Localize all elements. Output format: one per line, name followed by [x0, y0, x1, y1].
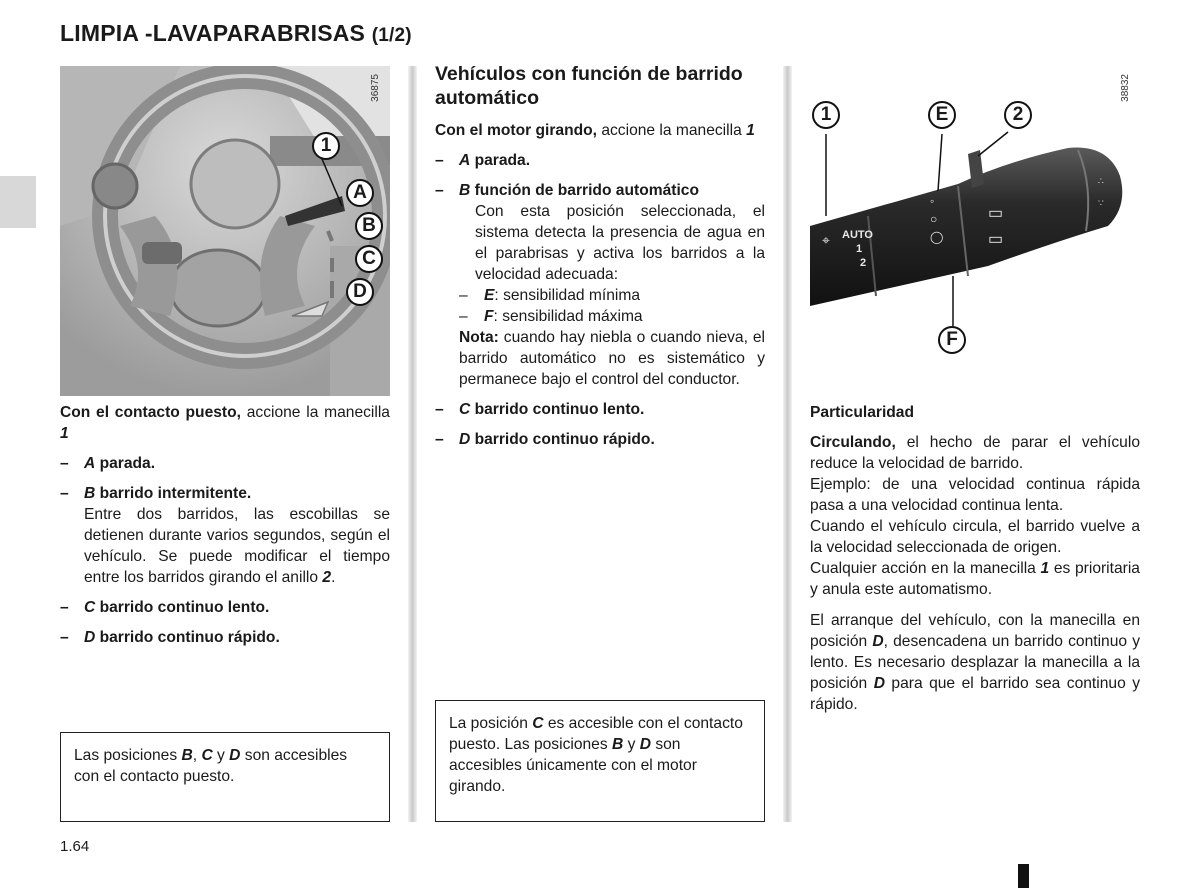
col3-p4-pre: Cualquier acción en la manecilla [810, 560, 1041, 577]
position-letter: A [459, 152, 471, 169]
sensitivity-letter-e: E [484, 287, 495, 304]
dash: – [459, 308, 468, 325]
note-text-end: son accesibles con el contacto puesto. [74, 747, 348, 785]
drop-icon-large: ◯ [930, 230, 944, 244]
ring-dots-icon-2: ∵ [1098, 198, 1104, 208]
col3-p5 [810, 610, 1140, 715]
col2-heading: Vehículos con función de barrido automático [435, 63, 743, 109]
stalk-label-2: 2 [860, 257, 867, 269]
col1-intro-rest: accione la manecilla [240, 404, 390, 421]
rear-wiper-icon: ▭ [988, 205, 1004, 222]
col1-intro-bold: Con el contacto puesto, [60, 404, 241, 421]
callout-d: D [346, 278, 374, 306]
note-text: La posición [449, 715, 533, 732]
drop-icon-small: ◦ [930, 194, 935, 208]
col1-note-box [60, 732, 390, 822]
note-letter-d: D [229, 747, 241, 764]
column-2-text [435, 62, 765, 450]
col3-p4 [810, 558, 1140, 600]
dash: – [435, 431, 444, 448]
col3-p1 [810, 432, 1140, 474]
col3-p3: Cuando el vehículo circula, el barrido vuelve a la velocidad seleccionada de origen. [810, 518, 1140, 556]
col2-item-a [435, 150, 765, 171]
note-letter-c: C [532, 715, 544, 732]
sensitivity-text: : sensibilidad máxima [493, 308, 643, 325]
figure-ref-left: 36875 [370, 74, 381, 102]
callout-right-e: E [928, 101, 956, 129]
position-label: barrido continuo rápido. [95, 629, 280, 646]
col2-intro-rest: accione la manecilla [597, 122, 747, 139]
callout-right-1: 1 [812, 101, 840, 129]
desc-text: Entre dos barridos, las escobillas se detienen durante varios segundos, según el vehículo. Se puede modificar el tiempo entre los barridos girando el anillo [84, 506, 390, 586]
note-letter-d: D [639, 736, 651, 753]
section-marker [1018, 864, 1029, 888]
position-label: barrido intermitente. [95, 485, 252, 502]
wiper-icon: ⌖ [822, 232, 830, 248]
callout-1: 1 [312, 132, 340, 160]
dash: – [435, 401, 444, 418]
callout-a: A [346, 179, 374, 207]
col3-p4-lever: 1 [1040, 560, 1050, 577]
dash: – [60, 455, 69, 472]
col3-p5-post: para que el barrido sea continuo y rápido. [810, 675, 1140, 713]
callout-b: B [355, 212, 383, 240]
col1-item-c [60, 597, 390, 618]
sensitivity-letter-f: F [484, 308, 494, 325]
col3-p5-d1: D [872, 633, 884, 650]
drop-icon-medium: ○ [930, 212, 938, 226]
stalk-markings [842, 228, 873, 270]
column-3-text [810, 402, 1140, 715]
callout-right-f: F [938, 326, 966, 354]
position-label: barrido continuo rápido. [470, 431, 655, 448]
position-label: función de barrido automático [470, 182, 699, 199]
col2-item-b [435, 180, 765, 285]
note-sep: , [192, 747, 202, 764]
note-text-end: son accesibles únicamente con el motor girando. [449, 736, 697, 795]
ring-dots-icon: ∴ [1098, 176, 1104, 186]
col3-p1-bold: Circulando, [810, 434, 896, 451]
callout-right-2: 2 [1004, 101, 1032, 129]
ring-number: 2 [322, 569, 332, 586]
rear-washer-icon: ▭ [988, 231, 1004, 248]
stalk-label-1: 1 [856, 243, 863, 255]
dash: – [60, 599, 69, 616]
dash: – [435, 182, 444, 199]
col1-item-b-desc [84, 504, 390, 588]
note-text: Las posiciones [74, 747, 182, 764]
col2-intro-lever: 1 [746, 122, 755, 139]
column-divider-1 [408, 66, 417, 822]
col1-item-a [60, 453, 390, 474]
nota-label: Nota: [459, 329, 499, 346]
position-label: barrido continuo lento. [470, 401, 645, 418]
desc-end: . [331, 569, 336, 586]
col2-nota [459, 327, 765, 390]
figure-ref-right: 38832 [1120, 74, 1131, 102]
position-label: parada. [95, 455, 156, 472]
col1-item-d [60, 627, 390, 648]
position-letter: D [459, 431, 471, 448]
position-letter: C [459, 401, 471, 418]
col2-item-b-desc: Con esta posición seleccionada, el sistema detecta la presencia de agua en el parabrisas y activa los barridos a la velocidad adecuada: [475, 203, 765, 283]
col2-intro [435, 120, 765, 141]
stalk-auto-label: AUTO [842, 229, 873, 241]
col2-intro-bold: Con el motor girando, [435, 122, 597, 139]
note-sep: y [623, 736, 640, 753]
position-letter: A [84, 455, 96, 472]
washer-icons [988, 201, 1003, 253]
col2-sub-list [459, 285, 765, 390]
title-main: LIMPIA -LAVAPARABRISAS [60, 20, 366, 46]
rain-drop-icons [930, 192, 943, 246]
col1-intro-lever: 1 [60, 425, 69, 442]
position-letter: B [459, 182, 471, 199]
column-divider-2 [783, 66, 792, 822]
title-part: (1/2) [371, 25, 412, 46]
col1-item-b [60, 483, 390, 588]
steering-wheel-figure [60, 66, 390, 396]
col3-p1-rest: el hecho de parar el vehículo reduce la velocidad de barrido. [810, 434, 1140, 472]
col3-p2: Ejemplo: de una velocidad continua rápida pasa a una velocidad continua lenta. [810, 476, 1140, 514]
col2-note-box [435, 700, 765, 822]
wiper-stalk-figure [808, 66, 1140, 366]
page-number: 1.64 [60, 838, 90, 855]
col2-item-c [435, 399, 765, 420]
col3-p5-pre: El arranque del vehículo, con la manecilla en posición [810, 612, 1140, 650]
note-text: es accesible con el contacto puesto. Las posiciones [449, 715, 743, 753]
dash: – [60, 629, 69, 646]
sub-item-e [459, 285, 765, 306]
dash: – [459, 287, 468, 304]
note-letter-c: C [201, 747, 213, 764]
nota-text: cuando hay niebla o cuando nieva, el barrido automático no es sistemático y permanece bajo el control del conductor. [459, 329, 765, 388]
col2-item-d [435, 429, 765, 450]
column-1-text [60, 402, 390, 648]
position-label: barrido continuo lento. [95, 599, 270, 616]
ring-dots [1098, 170, 1104, 214]
dash: – [435, 152, 444, 169]
chapter-tab [0, 176, 36, 228]
col3-p4-post: es prioritaria y anula este automatismo. [810, 560, 1140, 598]
callout-c: C [355, 245, 383, 273]
col3-heading: Particularidad [810, 404, 914, 421]
col3-p5-d2: D [873, 675, 885, 692]
note-sep: y [212, 747, 230, 764]
dash: – [60, 485, 69, 502]
sensitivity-text: : sensibilidad mínima [494, 287, 641, 304]
position-letter: B [84, 485, 96, 502]
position-letter: C [84, 599, 96, 616]
position-label: parada. [470, 152, 531, 169]
note-letter-b: B [611, 736, 624, 753]
page-title [60, 20, 412, 47]
note-letter-b: B [181, 747, 193, 764]
sub-item-f [459, 306, 765, 327]
position-letter: D [84, 629, 96, 646]
col1-intro [60, 402, 390, 444]
col3-p5-mid: , desencadena un barrido continuo y lento. Es necesario desplazar la manecilla a la posición [810, 633, 1141, 692]
